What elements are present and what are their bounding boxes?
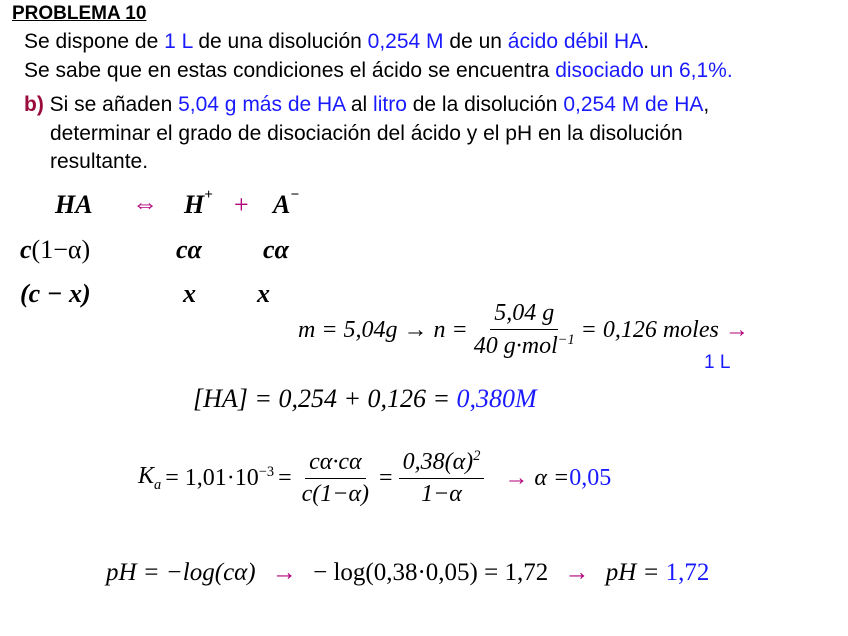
concentration-equation bbox=[193, 384, 537, 414]
row2-h: x bbox=[183, 279, 196, 308]
ka-fraction-1 bbox=[298, 449, 373, 508]
arrow-icon: → bbox=[504, 464, 529, 491]
concentration-lhs: [HA] = 0,254 + 0,126 = bbox=[193, 384, 457, 413]
litro-word: litro bbox=[373, 93, 407, 116]
arrow-icon: → bbox=[564, 559, 590, 586]
text: de una disolución bbox=[192, 30, 368, 53]
f2-num-exp: 2 bbox=[473, 448, 481, 464]
fraction-numerator: 5,04 g bbox=[490, 300, 558, 330]
ka-exponent: −3 bbox=[258, 464, 275, 480]
species-a-minus bbox=[273, 187, 300, 220]
f2-denominator: 1−α bbox=[421, 481, 462, 507]
text: Si se añaden bbox=[43, 93, 179, 116]
text: . bbox=[643, 30, 650, 53]
arrow-icon: → bbox=[271, 559, 297, 586]
ka-symbol bbox=[138, 463, 161, 494]
moles-fraction bbox=[470, 300, 579, 360]
species-h-plus bbox=[184, 187, 213, 220]
statement-line-2 bbox=[24, 59, 733, 83]
text: Se sabe que en estas condiciones el ácido se encuentra bbox=[24, 59, 556, 82]
one-minus-alpha: (1−α) bbox=[31, 235, 91, 264]
ka-mantissa: = 1,01·10 bbox=[165, 465, 259, 491]
question-b-line-1 bbox=[24, 93, 709, 117]
ph-calculation: − log(0,38·0,05) = 1,72 bbox=[313, 559, 549, 586]
row2-a: x bbox=[257, 279, 270, 308]
f2-numerator bbox=[399, 448, 485, 479]
solution-conc: 0,254 M de HA bbox=[563, 93, 704, 116]
plus-sign: + bbox=[234, 190, 249, 219]
volume-note: 1 L bbox=[704, 352, 731, 373]
molar-mass: 40 g·mol bbox=[473, 333, 558, 359]
k-subscript: a bbox=[154, 476, 162, 493]
c-symbol: c bbox=[20, 235, 32, 264]
equals: = bbox=[379, 464, 393, 491]
species-ha: HA bbox=[55, 190, 93, 219]
f2-num-base: 0,38(α) bbox=[402, 449, 474, 475]
equilibrium-arrow-icon: ⇔ bbox=[132, 189, 158, 218]
text: , bbox=[703, 93, 710, 116]
ph-equation bbox=[106, 559, 709, 587]
concentration-result: 0,380M bbox=[456, 384, 537, 413]
ph-value: 1,72 bbox=[665, 559, 710, 586]
volume-value: 1 L bbox=[164, 30, 193, 53]
ph-formula: pH = −log(cα) bbox=[106, 559, 256, 586]
ka-value bbox=[165, 464, 274, 492]
question-b-line-2: determinar el grado de disociación del ácido y el pH en la disolución bbox=[50, 122, 683, 145]
f1-numerator: cα·cα bbox=[305, 449, 366, 479]
moles-equation bbox=[298, 300, 749, 360]
acid-label: ácido débil HA bbox=[507, 30, 644, 53]
molarity-value: 0,254 M bbox=[367, 30, 444, 53]
text: de un bbox=[443, 30, 508, 53]
h-symbol: H bbox=[184, 190, 205, 219]
row1-initial bbox=[20, 235, 90, 265]
text: Se dispone de bbox=[24, 30, 165, 53]
ka-fraction-2 bbox=[399, 448, 485, 508]
k-letter: K bbox=[138, 462, 155, 489]
mass-to-moles: m = 5,04g → n = bbox=[298, 316, 468, 343]
molar-mass-exp: −1 bbox=[557, 332, 575, 348]
alpha-value: 0,05 bbox=[569, 464, 612, 491]
equals: = bbox=[278, 464, 292, 491]
row1-a: cα bbox=[263, 235, 289, 264]
alpha-label: α = bbox=[534, 464, 570, 491]
statement-line-1 bbox=[24, 30, 649, 54]
arrow-icon: → bbox=[724, 316, 749, 343]
moles-result: = 0,126 moles bbox=[580, 316, 719, 343]
question-b-line-3: resultante. bbox=[50, 150, 149, 173]
text: de la disolución bbox=[406, 93, 564, 116]
row1-h: cα bbox=[176, 235, 202, 264]
added-mass: 5,04 g más de HA bbox=[178, 93, 346, 116]
a-charge: − bbox=[290, 187, 300, 204]
row2-initial: (c − x) bbox=[20, 279, 91, 308]
dissociation-value: disociado un 6,1%. bbox=[555, 59, 733, 82]
h-charge: + bbox=[204, 187, 213, 204]
fraction-denominator bbox=[470, 330, 579, 360]
question-label: b) bbox=[24, 93, 44, 116]
a-symbol: A bbox=[273, 190, 291, 219]
f1-denominator: c(1−α) bbox=[301, 480, 370, 507]
problem-title: PROBLEMA 10 bbox=[12, 3, 147, 24]
text: al bbox=[345, 93, 374, 116]
ph-label: pH = bbox=[605, 559, 666, 586]
ka-equation bbox=[138, 448, 611, 508]
